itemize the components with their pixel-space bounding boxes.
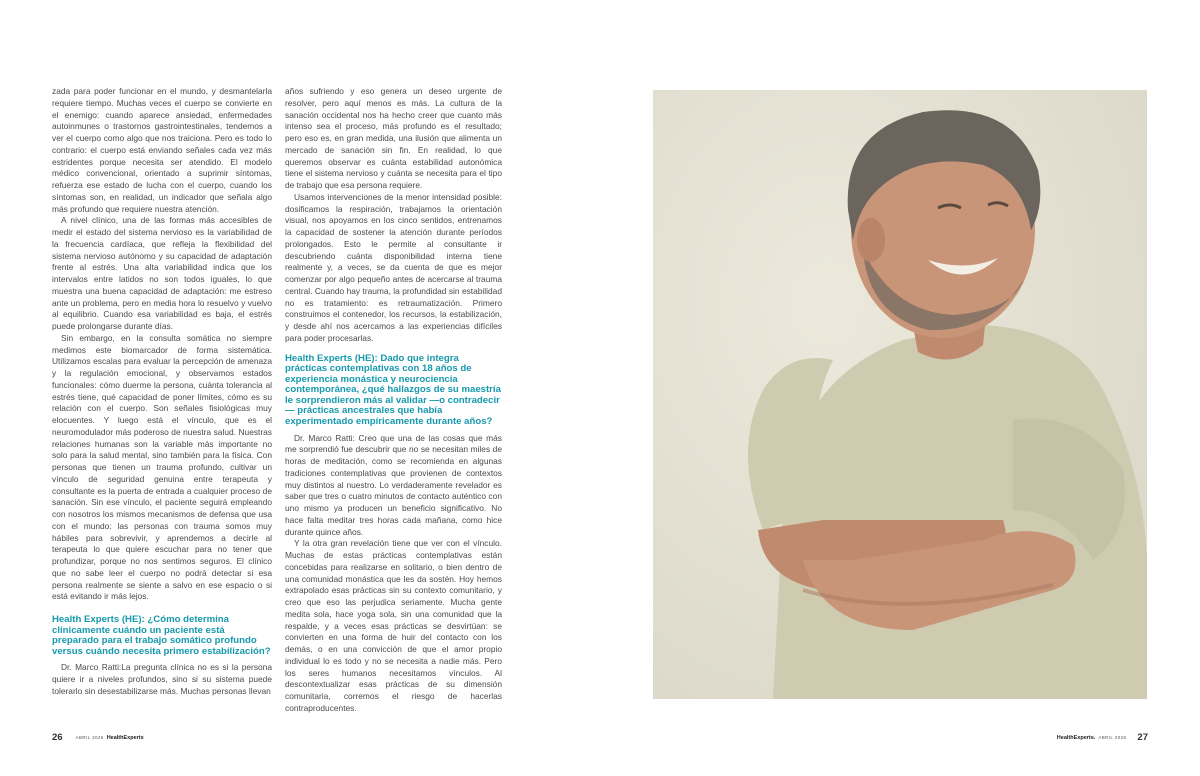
interview-answer: Dr. Marco Ratti: Creo que una de las cosas que más me sorprendió fue descubrir que no se necesitan miles de horas de meditación, como se recomienda en algunas tradiciones contemplativas que provienen de contextos muy distintos al nuestro. Lo verdaderamente revelador es saber que tres o cuatro minutos de contacto auténtico con uno mismo ya producen un beneficio significativo. No hace falta meditar tres horas cada mañana, como hice durante quince años. xyxy=(285,432,502,537)
paragraph: Sin embargo, en la consulta somática no siempre medimos este biomarcador de forma sistemática. Utilizamos escalas para evaluar la percepción de amenaza y la regulación emocional, y observamos estados funcionales: cómo duerme la persona, cuánta tolerancia al estrés tiene, qué capacidad de poner límites, cómo es su relación con el cuerpo. Son señales fisiológicas muy elocuentes. Y luego está el vínculo, que es el neuromodulador más poderoso de nuestra salud. Nuestras relaciones humanas son la variable más importante no solo para la salud mental, sino también para la física. Con personas que tienen un trauma profundo, cultivar un vínculo de seguridad genuina entre terapeuta y consultante es la puerta de entrada a cualquier proceso de sanación. Sin ese vínculo, el paciente seguirá empleando con nosotros los mismos mecanismos de defensa que usa con el mundo: las personas con trauma somos muy hábiles para sobrevivir, y aprendemos a decirle al terapeuta lo que quiere escuchar para no tener que profundizar, porque no nos sentimos seguros. El clínico que no sabe leer el cuerpo no podrá detectar si esa persona realmente se siente a salvo en ese espacio o si está evitando ir más lejos. xyxy=(52,332,272,602)
middle-column xyxy=(285,86,502,715)
footer-left xyxy=(52,732,144,743)
paragraph: A nivel clínico, una de las formas más accesibles de medir el estado del sistema nervioso es la variabilidad de la frecuencia cardíaca, que refleja la flexibilidad del sistema nervioso autónomo y su capacidad de adaptación frente al estrés. Una alta variabilidad indica que los intervalos entre latidos no son todos iguales, lo que muestra una buena capacidad de adaptación: me estreso ante un problema, pero en media hora lo resuelvo y vuelvo al equilibrio. Cuando esa variabilidad es baja, el estrés puede prolongarse durante días. xyxy=(52,215,272,331)
page-number: 27 xyxy=(1137,732,1148,743)
portrait-photo xyxy=(653,90,1147,699)
paragraph: años sufriendo y eso genera un deseo urgente de resolver, pero aquí menos es más. La cultura de la sanación occidental nos ha hecho creer que cuanto más intenso sea el proceso, más profundo es el resultado; pero eso es, en gran medida, una ilusión que alimenta un mercado de sanación sin fin. En realidad, lo que queremos observar es cuánta estabilidad autonómica tiene el sistema nervioso y cuánta se necesita para el tipo de trabajo que esa persona requiere. xyxy=(285,86,502,190)
paragraph: Y la otra gran revelación tiene que ver con el vínculo. Muchas de estas prácticas contemplativas están concebidas para realizarse en solitario, o bien dentro de una comunidad monástica que les da sostén. Hoy hemos extrapolado esas prácticas sin su contexto comunitario, y creo que eso las perjudica seriamente. Mucha gente medita sola, hace yoga sola, sin una comunidad que la respalde, y a veces esas prácticas se desvirtúan: se convierten en una forma de huir del contacto con los demás, o en una convicción de que el amor propio individual lo es todo y no se necesita a nadie más. Pero los seres humanos necesitamos vínculos. Al descontextualizar esas prácticas de su dimensión comunitaria, corremos el riesgo de hacerlas contraproducentes. xyxy=(285,538,502,713)
interview-question: Health Experts (HE): ¿Cómo determina clínicamente cuándo un paciente está preparado para el trabajo somático profundo versus cuándo necesita primero estabilización? xyxy=(52,614,271,657)
paragraph: Usamos intervenciones de la menor intensidad posible: dosificamos la respiración, trabajamos la orientación visual, nos apoyamos en los cinco sentidos, entrenamos la capacidad de sostener la atención durante períodos prolongados. Esto le permite al consultante ir descubriendo cuánta disponibilidad interna tiene realmente y, a veces, se da cuenta de que es mejor comenzar por algo pequeño antes de acercarse al trauma central. Cuando hay trauma, la profundidad sin estabilidad no es tratamiento: es retraumatización. Primero construimos el contenedor, los recursos, la estabilización, y desde ahí nos acercamos a las experiencias difíciles para poder procesarlas. xyxy=(285,191,502,343)
issue-date: ABRIL 2026 xyxy=(75,735,104,740)
page-number: 26 xyxy=(52,732,63,743)
paragraph: zada para poder funcionar en el mundo, y desmantelarla requiere tiempo. Muchas veces el cuerpo se convierte en el enemigo: cuando aparece ansiedad, enfermedades autoinmunes o trastornos gastrointestinales, tendemos a ver el cuerpo como algo que nos traiciona. Pero es todo lo contrario: el cuerpo está enviando señales cada vez más estridentes porque necesita ser atendido. El modelo médico convencional, orientado a suprimir síntomas, refuerza ese estado de lucha con el cuerpo, cuando los síntomas son, en realidad, un indicador que señala algo más profundo que requiere nuestra atención. xyxy=(52,86,272,214)
left-column xyxy=(52,86,272,698)
interview-answer: Dr. Marco Ratti:La pregunta clínica no es si la persona quiere ir a niveles profundos, sino si su sistema puede tolerarlo sin desestabilizarse más. Muchas personas llevan xyxy=(52,662,272,696)
interview-question: Health Experts (HE): Dado que integra prácticas contemplativas con 18 años de experiencia monástica y neurociencia contemporánea, ¿qué hallazgos de su maestría le sorprendieron más al validar —o contradecir— prácticas ancestrales que había experimentado empíricamente durante años? xyxy=(285,352,501,428)
issue-date: ABRIL 2026 xyxy=(1098,735,1127,740)
footer-right xyxy=(1057,732,1148,743)
brand-name: HealthExperts. xyxy=(1056,734,1096,741)
portrait-illustration xyxy=(653,90,1147,699)
brand-name: HealthExperts xyxy=(106,734,144,741)
